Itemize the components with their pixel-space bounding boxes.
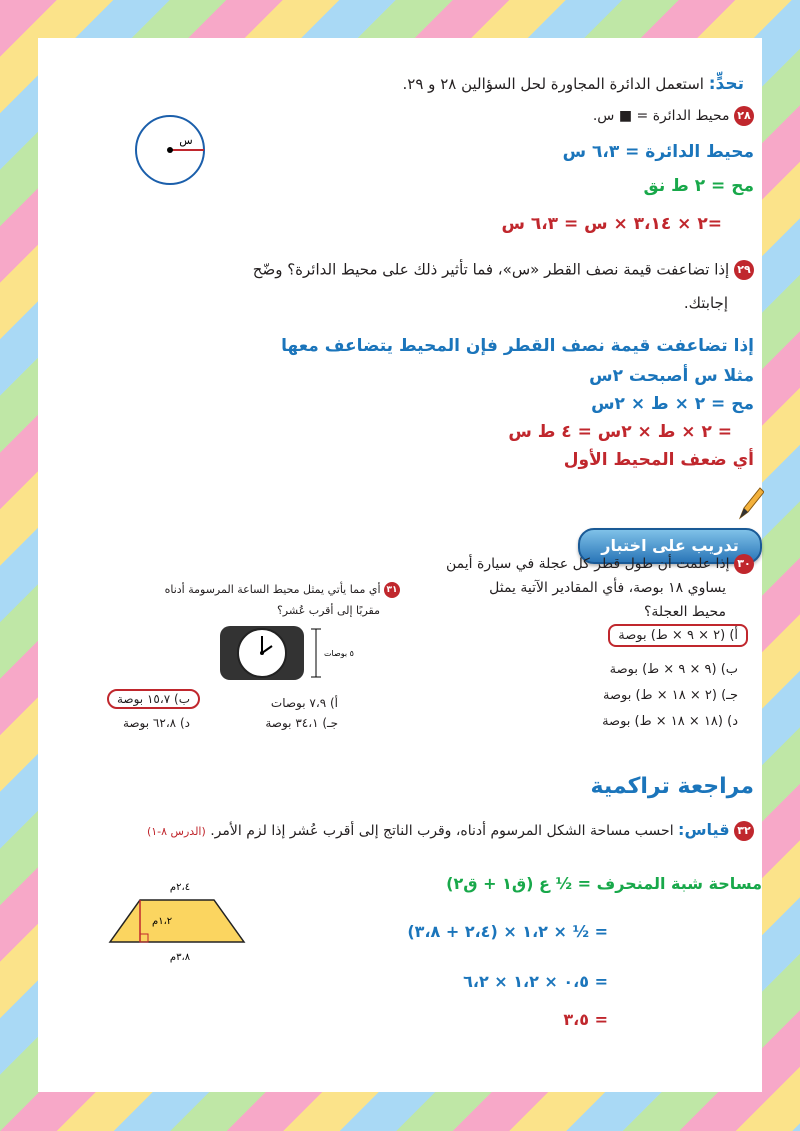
q31-option-c-label: جـ)	[322, 716, 338, 730]
q28-answer-1: محيط الدائرة = ٦،٣ س	[562, 142, 754, 162]
q28-number: ٢٨	[734, 106, 754, 126]
q30-option-c-text: (٢ × ١٨ × ط) بوصة	[603, 688, 717, 703]
q30-option-d[interactable]	[602, 714, 738, 729]
challenge-text: استعمل الدائرة المجاورة لحل السؤالين ٢٨ و ٢٩.	[402, 75, 704, 93]
q30-option-a-text: (٢ × ٩ × ط) بوصة	[618, 628, 726, 643]
q31-text-1: أي مما يأتي يمثل محيط الساعة المرسومة أدناه	[164, 583, 381, 596]
q29-answer-4: = ٢ × ط × ٢س = ٤ ط س	[508, 422, 732, 442]
q28-answer-2: مح = ٢ ط نق	[643, 176, 754, 196]
trapezoid-diagram	[104, 872, 254, 968]
circle-radius-label: س	[179, 134, 193, 147]
q31-option-c[interactable]	[265, 716, 338, 730]
q31-option-b-label: ب)	[174, 692, 190, 706]
trapezoid-bottom-label: ٣،٨م	[169, 952, 191, 963]
q31-text-2: مقربًا إلى أقرب عُشر؟	[276, 604, 380, 617]
q31-prompt	[165, 582, 400, 598]
q28-text: محيط الدائرة = ■ س.	[592, 108, 730, 124]
q30-text-1: إذا علمت أن طول قطر كل عجلة في سيارة أيمن	[446, 556, 730, 572]
review-title: مراجعة تراكمية	[590, 774, 754, 799]
q32-step-2: = ٠،٥ × ١،٢ × ٦،٢	[463, 972, 608, 991]
pencil-icon	[734, 484, 764, 524]
q31-option-d-label: د)	[179, 716, 190, 730]
clock-size-label: ٥ بوصات	[324, 649, 354, 658]
q31-option-c-text: ٣٤،١ بوصة	[265, 716, 319, 730]
q29-text-1: إذا تضاعفت قيمة نصف القطر «س»، فما تأثير ذلك على محيط الدائرة؟ وضّح	[252, 260, 730, 279]
q28-prompt	[593, 106, 754, 126]
q28-answer-3: =٢ × ٣،١٤ × س = ٦،٣ س	[501, 214, 722, 234]
q30-option-b-label: ب)	[720, 662, 738, 677]
q31-option-b[interactable]	[107, 692, 200, 706]
worksheet-page	[38, 38, 762, 1092]
clock-diagram	[220, 626, 360, 686]
q30-text-3: محيط العجلة؟	[643, 604, 726, 620]
q30-option-c[interactable]	[603, 688, 738, 703]
q31-option-a-text: ٧،٩ بوصات	[270, 696, 327, 710]
q32-text: احسب مساحة الشكل المرسوم أدناه، وقرب الناتج إلى أقرب عُشر إذا لزم الأمر.	[210, 823, 674, 839]
q30-option-a-label: أ)	[729, 628, 738, 643]
q32-title: قياس:	[678, 820, 730, 839]
q30-option-b[interactable]	[610, 662, 738, 677]
q32-lesson-ref: (الدرس ٨-١)	[146, 825, 206, 838]
q29-answer-2: مثلا س أصبحت ٢س	[589, 366, 754, 386]
q31-option-b-text: ١٥،٧ بوصة	[116, 692, 171, 706]
q30-option-d-label: د)	[727, 714, 738, 729]
q30-option-c-label: جـ)	[721, 688, 738, 703]
circle-diagram	[132, 112, 208, 188]
q29-answer-5: أي ضعف المحيط الأول	[563, 450, 754, 470]
q31-number: ٣١	[384, 582, 400, 598]
q30-option-d-text: (١٨ × ١٨ × ط) بوصة	[602, 714, 723, 729]
q31-option-a[interactable]	[271, 696, 338, 710]
q32-step-1: = ½ × ١،٢ × (٢،٤ + ٣،٨)	[407, 922, 608, 941]
trapezoid-top-label: ٢،٤م	[169, 882, 191, 893]
q31-option-a-label: أ)	[329, 696, 338, 710]
trapezoid-height-label: ١،٢م	[152, 916, 173, 927]
q31-option-d-text: ٦٢،٨ بوصة	[122, 716, 177, 730]
q32-number: ٣٢	[734, 821, 754, 841]
challenge-heading	[403, 74, 745, 94]
q30-option-b-text: (٩ × ٩ × ط) بوصة	[609, 662, 717, 677]
q32-prompt	[147, 820, 754, 841]
q30-number: ٣٠	[734, 554, 754, 574]
challenge-title: تحدٍّ:	[708, 74, 744, 94]
q31-option-d[interactable]	[123, 716, 190, 730]
q29-answer-3: مح = ٢ × ط × ٢س	[591, 394, 754, 414]
q29-number: ٢٩	[734, 260, 754, 280]
q30-text-2: يساوي ١٨ بوصة، فأي المقادير الآتية يمثل	[489, 580, 726, 596]
q29-prompt	[253, 260, 754, 280]
q29-answer-1: إذا تضاعفت قيمة نصف القطر فإن المحيط يتضاعف معها	[281, 336, 754, 356]
q32-formula: مساحة شبة المنحرف = ½ ع (ق١ + ق٢)	[446, 874, 762, 893]
q29-text-2: إجابتك.	[683, 294, 728, 312]
q32-step-3: = ٣،٥	[563, 1010, 608, 1029]
q30-prompt	[446, 554, 754, 574]
test-practice-label: تدريب على اختبار	[601, 536, 739, 555]
q30-option-a[interactable]	[608, 628, 748, 643]
